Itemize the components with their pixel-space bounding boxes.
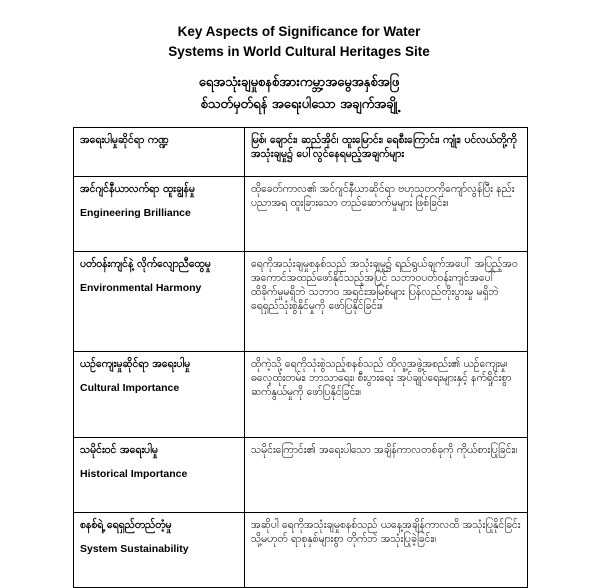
table-row	[74, 177, 528, 252]
header-cell-aspect	[74, 128, 245, 177]
table-row	[74, 513, 528, 588]
myanmar-title	[0, 72, 598, 116]
header-aspect-label: အရေးပါမှုဆိုင်ရာ ကဏ္ဍ	[80, 134, 169, 146]
aspect-cell	[74, 513, 245, 588]
aspect-label-en: Engineering Brilliance	[80, 207, 191, 219]
aspect-label-mm: အင်ဂျင်နီယာလက်ရာ ထူးချွန်မှု	[80, 183, 195, 195]
english-title-line-1: Key Aspects of Significance for Water	[177, 24, 421, 39]
description-cell	[245, 252, 528, 352]
significance-table	[73, 127, 528, 588]
aspect-description: ထိုခေတ်ကာလ၏ အင်ဂျင်နီယာဆိုင်ရာ ဗဟုသုတကိုကျော်လွန်ပြီး နည်းပညာအရ ထူးခြားသော တည်ဆောက်မှုများ ဖြစ်ခြင်း။	[251, 183, 515, 209]
aspect-label-mm: ပတ်ဝန်းကျင်နဲ့ လိုက်လျောညီထွေမှု	[80, 258, 211, 270]
aspect-label-en: System Sustainability	[80, 543, 189, 555]
myanmar-title-line-1: ရေအသုံးချမှုစနစ်အားကမ္ဘာ့အမွေအနှစ်အဖြ	[198, 75, 400, 90]
aspect-cell	[74, 438, 245, 513]
english-title	[0, 22, 598, 62]
aspect-cell	[74, 352, 245, 438]
table-row	[74, 438, 528, 513]
aspect-label-mm: စနစ်ရဲ့ ရေရှည်တည်တံ့မှု	[80, 519, 172, 531]
aspect-label-en: Environmental Harmony	[80, 282, 202, 294]
description-cell	[245, 438, 528, 513]
table-row	[74, 352, 528, 438]
header-points-label: မြစ်၊ ချောင်း၊ ဆည်အိုင်၊ ထူးမြောင်း၊ ရေစီးကြောင်း၊ ကျုံး၊ ပင်လယ်တို့ကို အသုံးချမှု၌ ပေါ်လွင်နေရမည့်အချက်များ	[251, 134, 517, 160]
aspect-label-en: Historical Importance	[80, 468, 188, 480]
header-cell-points	[245, 128, 528, 177]
aspect-cell	[74, 252, 245, 352]
aspect-description: ထိုကဲ့သို့ ရေကိုသုံးစွဲသည့်စနစ်သည် ထိုလူ့အဖွဲ့အစည်း၏ ယဉ်ကျေးမှု၊ ဓလေ့ထုံးတမ်း၊ ဘာသာရေး၊ စီးပွားရေး အုပ်ချုပ်ရေးများနှင့် နက်ရှိုင်းစွာ ဆက်နွယ်မှုကို ဖော်ပြနိုင်ခြင်း။	[251, 358, 512, 398]
aspect-label-en: Cultural Importance	[80, 382, 180, 394]
description-cell	[245, 513, 528, 588]
aspect-label-mm: သမိုင်းဝင် အရေးပါမှု	[80, 444, 158, 456]
aspect-cell	[74, 177, 245, 252]
description-cell	[245, 177, 528, 252]
aspect-description: အဆိုပါ ရေကိုအသုံးချမှုစနစ်သည် ယနေ့အချိန်ကာလထိ အသုံးပြုနိုင်ခြင်း သို့မဟုတ် ရာစုနှစ်များစွာ တိုက်ဘဲ အသုံးပြုခဲ့ခြင်း။	[251, 519, 521, 545]
aspect-label-mm: ယဉ်ကျေးမှုဆိုင်ရာ အရေးပါမှု	[80, 358, 191, 370]
description-cell	[245, 352, 528, 438]
aspect-description: သမိုင်းကြောင်း၏ အရေးပါသော အချိန်ကာလတစ်ခုကို ကိုယ်စားပြုခြင်း။	[251, 444, 518, 456]
myanmar-title-line-2: စ်သတ်မှတ်ရန် အရေးပါသော အချက်အချို့	[200, 97, 398, 112]
aspect-description: ရေကိုအသုံးချမှုစနစ်သည် အသုံးချမှု၌ ရည်ရွယ်ချက်အပေါ် အပြည့်အဝ အကောင်အထည်ဖော်နိုင်သည့်အပြင် သဘာဝပတ်ဝန်းကျင်အပေါ် ထိခိုက်မှုမရှိဘဲ သဘာဝ အရင်းအမြစ်များ ပြန်လည်တိုးပွားမှု မရှိဘဲ ရေရှည်သုံးစွဲနိုင်မှုကို ဖော်ပြနိုင်ခြင်း။	[251, 258, 518, 312]
table-row	[74, 252, 528, 352]
table-header-row	[74, 128, 528, 177]
english-title-line-2: Systems in World Cultural Heritages Site	[168, 44, 430, 59]
